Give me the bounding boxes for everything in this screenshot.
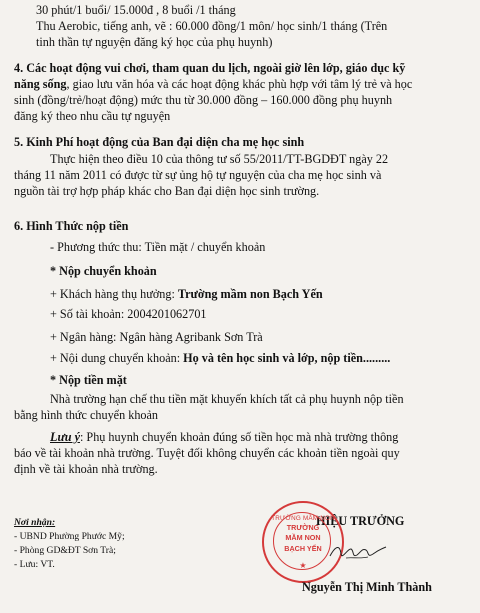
- bank-line: + Ngân hàng: Ngân hàng Agribank Sơn Trà: [50, 330, 263, 344]
- beneficiary-line: [50, 287, 323, 302]
- stamp-ring-text: TRƯỜNG MẦM NON: [271, 515, 335, 522]
- cash-line-1: Nhà trường hạn chế thu tiền mặt khuyến khích tất cả phụ huynh nộp tiền: [50, 392, 404, 406]
- recipient-item: - Lưu: VT.: [14, 559, 55, 570]
- section-4-line-1: [14, 77, 412, 92]
- recipient-item: - UBND Phường Phước Mỹ;: [14, 531, 125, 542]
- note-line-1: [50, 430, 398, 445]
- beneficiary-value: Trường mầm non Bạch Yến: [177, 287, 323, 301]
- section-5-line-2: tháng 11 năm 2011 có được từ sự ủng hộ tự nguyện của cha mẹ học sinh và: [14, 168, 382, 182]
- note-label: Lưu ý: [50, 430, 80, 444]
- account-line: [50, 307, 207, 322]
- stamp-line-1: TRƯỜNG: [286, 523, 320, 532]
- note-line-2: báo về tài khoản nhà trường. Tuyệt đối không chuyển các khoản tiền ngoài quy: [14, 446, 400, 460]
- recipients-label: Nơi nhận:: [14, 517, 56, 528]
- transfer-heading: * Nộp chuyển khoản: [50, 264, 157, 278]
- account-value: 2004201062701: [127, 307, 207, 321]
- fees-line-1: 30 phút/1 buổi/ 15.000đ , 8 buổi /1 tháng: [36, 3, 236, 17]
- stamp-star-icon: ★: [299, 561, 307, 570]
- signatory-name: Nguyễn Thị Minh Thành: [302, 580, 432, 594]
- payment-method: - Phương thức thu: Tiền mặt / chuyển khoản: [50, 240, 266, 254]
- handwritten-signature: [328, 540, 388, 565]
- note-text-1: : Phụ huynh chuyển khoản đúng số tiền học mà nhà trường thông: [79, 430, 399, 444]
- cash-line-2: bằng hình thức chuyển khoản: [14, 408, 159, 422]
- section-4-line-1-rest: , giao lưu văn hóa và các hoạt động khác phù hợp với tâm lý trẻ và học: [66, 77, 413, 91]
- recipient-item: - Phòng GD&ĐT Sơn Trà;: [14, 545, 116, 556]
- section-5-line-3: nguồn tài trợ hợp pháp khác cho Ban đại diện học sinh trường.: [14, 184, 320, 198]
- transfer-content-value: Họ và tên học sinh và lớp, nộp tiền.........: [183, 351, 391, 365]
- section-5-heading: 5. Kinh Phí hoạt động của Ban đại diện cha mẹ học sinh: [14, 135, 305, 149]
- section-6-heading: 6. Hình Thức nộp tiền: [14, 219, 129, 233]
- stamp-line-3: BẠCH YẾN: [284, 544, 322, 553]
- beneficiary-label: + Khách hàng thụ hưởng:: [50, 287, 178, 301]
- transfer-content-label: + Nội dung chuyển khoản:: [50, 351, 184, 365]
- section-5-line-1: Thực hiện theo điều 10 của thông tư số 55/2011/TT-BGDĐT ngày 22: [50, 152, 389, 166]
- section-4-line-2: sinh (đồng/trẻ/hoạt động) mức thu từ 30.000 đồng – 160.000 đồng phụ huynh: [14, 93, 393, 107]
- section-4-heading-tail: năng sống: [14, 77, 67, 91]
- section-4-line-3: đăng ký theo nhu cầu tự nguyện: [14, 109, 171, 123]
- note-line-3: định về tài khoản nhà trường.: [14, 462, 158, 476]
- stamp-line-2: MẦM NON: [285, 533, 321, 542]
- fees-line-2: Thu Aerobic, tiếng anh, vẽ : 60.000 đồng/1 môn/ học sinh/1 tháng (Trên: [36, 19, 388, 33]
- section-4-heading: 4. Các hoạt động vui chơi, tham quan du lịch, ngoài giờ lên lớp, giáo dục kỹ: [14, 61, 406, 75]
- account-label: + Số tài khoản:: [50, 307, 128, 321]
- transfer-content-line: [50, 351, 390, 366]
- signature-title: HIỆU TRƯỞNG: [316, 514, 405, 528]
- fees-line-3: tinh thần tự nguyện đăng ký học của phụ huynh): [36, 35, 273, 49]
- cash-heading: * Nộp tiền mặt: [50, 373, 127, 387]
